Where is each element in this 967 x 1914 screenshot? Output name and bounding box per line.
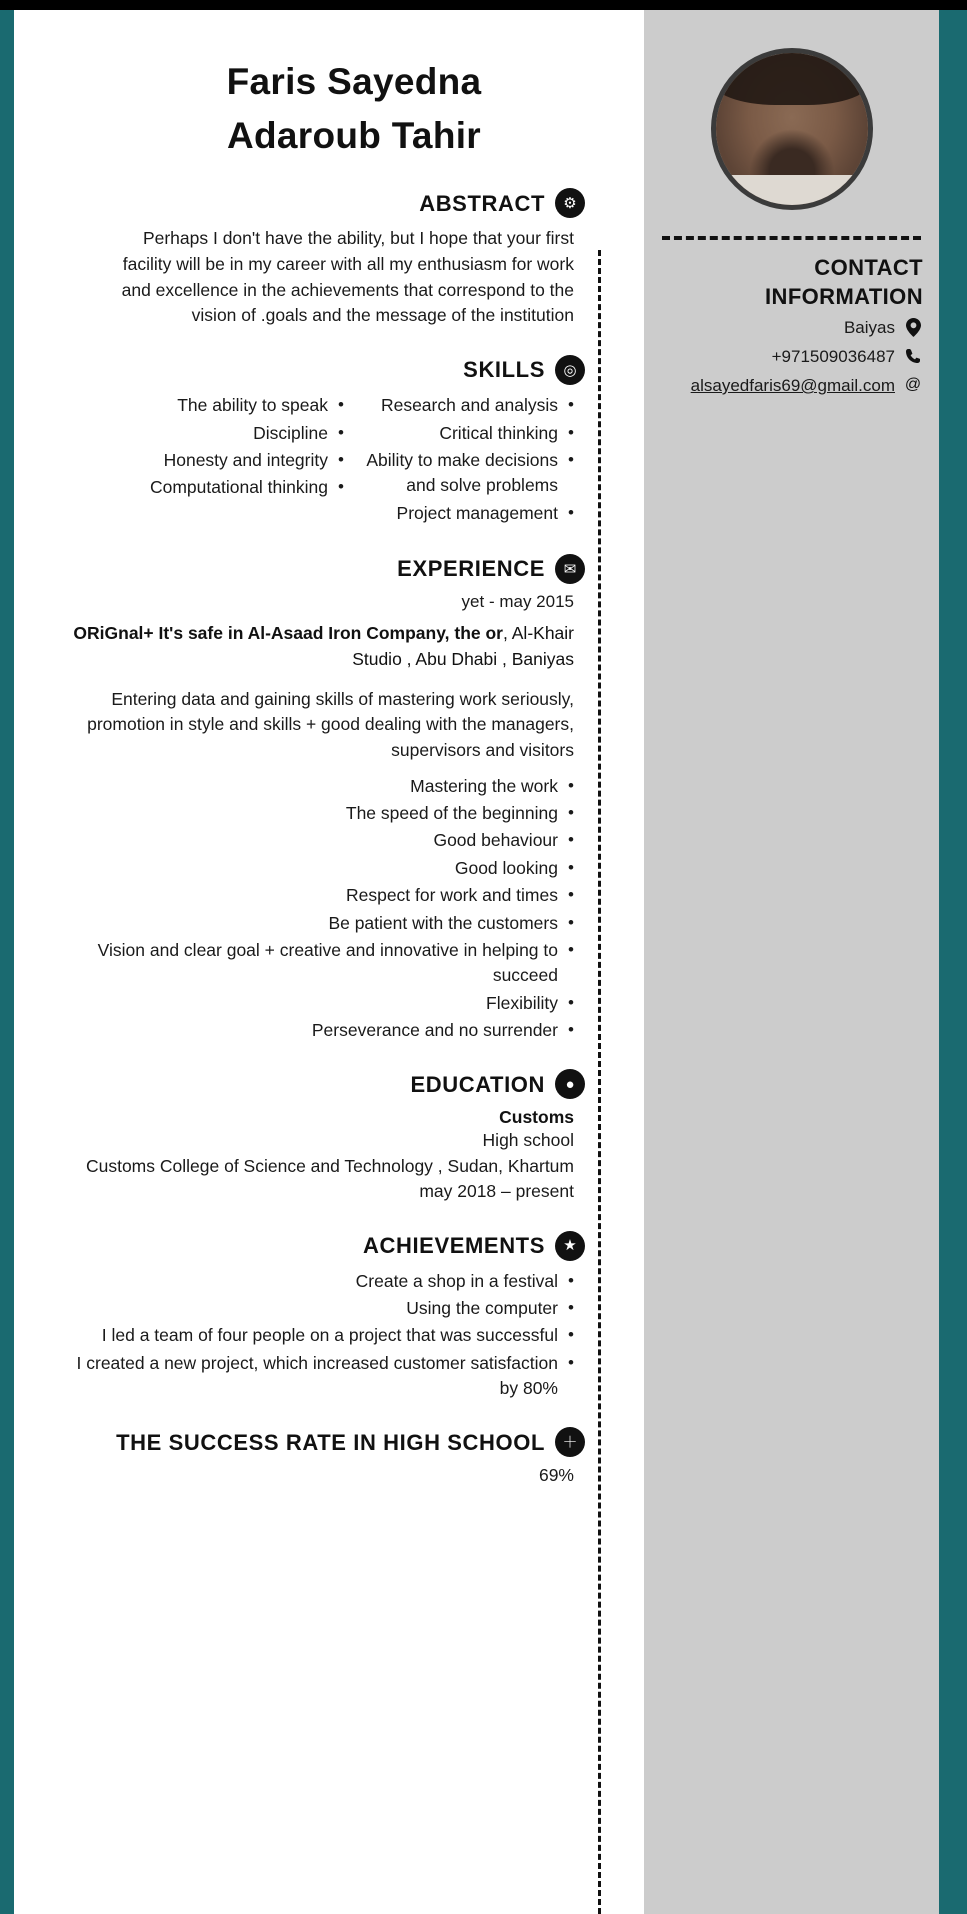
phone-icon bbox=[903, 346, 923, 366]
plus-icon: ＋ bbox=[555, 1427, 585, 1457]
education-level: High school bbox=[482, 1130, 574, 1151]
list-item: The speed of the beginning • bbox=[54, 801, 574, 826]
experience-role-bold: ORiGnal+ It's safe in Al-Asaad Iron Company, the or bbox=[73, 623, 503, 644]
avatar-shirt bbox=[716, 175, 868, 205]
list-item: Flexibility • bbox=[54, 991, 574, 1016]
contact-email-row[interactable] bbox=[644, 369, 939, 398]
list-item: Be patient with the customers • bbox=[54, 911, 574, 936]
contact-heading bbox=[644, 240, 939, 311]
gear-icon: ⚙ bbox=[555, 188, 585, 218]
location-pin-icon bbox=[903, 317, 923, 337]
list-item: Mastering the work • bbox=[54, 774, 574, 799]
avatar-wrapper bbox=[644, 10, 939, 210]
education-dates: may 2018 – present bbox=[419, 1181, 574, 1202]
resume-main-column bbox=[14, 10, 644, 1914]
star-icon: ★ bbox=[555, 1231, 585, 1261]
abstract-text: Perhaps I don't have the ability, but I hope that your first facility will be in my career with all my enthusiasm for work and excellence in the achievements that correspond to the vision of .goals and the message of the institution bbox=[121, 228, 574, 326]
list-item: Perseverance and no surrender • bbox=[54, 1018, 574, 1043]
achievements-heading-row bbox=[54, 1231, 577, 1261]
skills-column-right bbox=[366, 393, 574, 528]
page-title bbox=[14, 10, 644, 162]
section-experience bbox=[14, 554, 644, 1043]
list-item: Critical thinking • bbox=[366, 421, 574, 446]
list-item: Good looking • bbox=[54, 856, 574, 881]
section-achievements bbox=[14, 1231, 644, 1402]
briefcase-icon: ✉ bbox=[555, 554, 585, 584]
experience-date: yet - may 2015 bbox=[461, 592, 574, 612]
experience-title: EXPERIENCE bbox=[397, 556, 545, 582]
success-rate-title: THE SUCCESS RATE IN HIGH SCHOOL bbox=[116, 1429, 545, 1455]
list-item: I led a team of four people on a project that was successful • bbox=[54, 1323, 574, 1348]
list-item: Respect for work and times • bbox=[54, 883, 574, 908]
top-black-bar bbox=[0, 0, 967, 10]
list-item: Good behaviour • bbox=[54, 828, 574, 853]
abstract-heading-row bbox=[54, 188, 577, 218]
experience-role-rest: , Al-Khair Studio , Abu Dhabi , Baniyas bbox=[352, 623, 574, 670]
achievements-bullets bbox=[54, 1269, 574, 1402]
list-item: Ability to make decisions and solve problems • bbox=[366, 448, 574, 499]
resume-sidebar bbox=[644, 10, 939, 1914]
list-item: Vision and clear goal + creative and innovative in helping to succeed • bbox=[54, 938, 574, 989]
name-line-1: Faris Sayedna bbox=[226, 61, 482, 102]
education-degree: Customs bbox=[499, 1107, 574, 1128]
list-item: I created a new project, which increased customer satisfaction by 80% • bbox=[54, 1351, 574, 1402]
section-success-rate bbox=[14, 1427, 644, 1486]
target-icon: ◎ bbox=[555, 355, 585, 385]
contact-email-text[interactable]: alsayedfaris69@gmail.com bbox=[690, 376, 895, 396]
experience-description: Entering data and gaining skills of mastering work seriously, promotion in style and skills + good dealing with the managers, supervisors and visitors bbox=[87, 688, 574, 760]
skills-title: SKILLS bbox=[463, 357, 545, 383]
section-abstract bbox=[14, 188, 644, 329]
avatar bbox=[711, 48, 873, 210]
list-item: Computational thinking • bbox=[136, 475, 344, 500]
graduation-cap-icon: ● bbox=[555, 1069, 585, 1099]
name-line-2: Adaroub Tahir bbox=[227, 114, 481, 156]
list-item: Research and analysis • bbox=[366, 393, 574, 418]
list-item: Discipline • bbox=[136, 421, 344, 446]
contact-location-row bbox=[644, 311, 939, 340]
at-sign-icon: @ bbox=[904, 376, 922, 394]
contact-location-text: Baiyas bbox=[843, 318, 895, 338]
experience-role bbox=[54, 620, 574, 673]
avatar-hair bbox=[712, 48, 870, 105]
contact-heading-line-2: INFORMATION bbox=[765, 283, 923, 309]
achievements-title: ACHIEVEMENTS bbox=[363, 1232, 545, 1258]
contact-phone-row bbox=[644, 340, 939, 369]
experience-heading-row bbox=[54, 554, 577, 584]
list-item: Project management • bbox=[366, 501, 574, 526]
list-item: Honesty and integrity • bbox=[136, 448, 344, 473]
section-skills bbox=[14, 355, 644, 528]
education-heading-row bbox=[54, 1069, 574, 1099]
resume-page bbox=[14, 10, 939, 1914]
list-item: Create a shop in a festival • bbox=[54, 1269, 574, 1294]
skills-column-left bbox=[136, 393, 344, 528]
list-item: Using the computer • bbox=[54, 1296, 574, 1321]
skills-heading-row bbox=[54, 355, 577, 385]
education-title: EDUCATION bbox=[410, 1071, 545, 1097]
list-item: The ability to speak • bbox=[136, 393, 344, 418]
education-entry bbox=[54, 1107, 574, 1204]
education-institution: Customs College of Science and Technology , Sudan, Khartum bbox=[85, 1155, 574, 1176]
section-education bbox=[14, 1069, 644, 1204]
right-teal-edge bbox=[939, 10, 967, 1914]
success-rate-value: 69% bbox=[538, 1465, 574, 1486]
success-rate-heading-row bbox=[54, 1427, 578, 1457]
experience-bullets bbox=[54, 774, 574, 1044]
skills-columns bbox=[54, 393, 574, 528]
contact-phone-text: +971509036487 bbox=[771, 347, 895, 367]
abstract-title: ABSTRACT bbox=[419, 190, 545, 216]
contact-heading-line-1: CONTACT bbox=[814, 255, 923, 280]
